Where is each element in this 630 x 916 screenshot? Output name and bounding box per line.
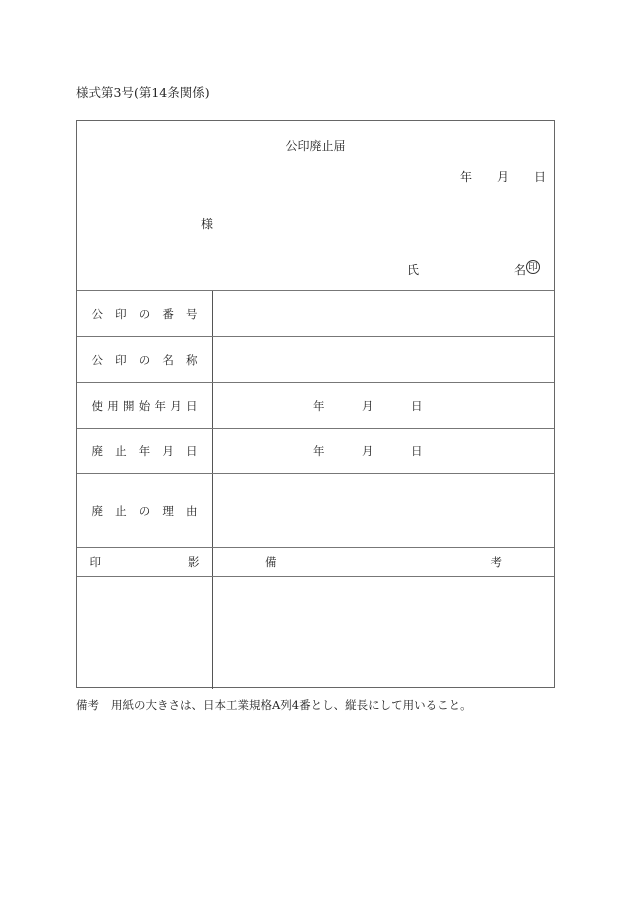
abolition-reason-field[interactable] bbox=[213, 474, 554, 547]
name-label-surname: 氏 bbox=[407, 263, 420, 277]
row-abolition-reason bbox=[77, 474, 554, 548]
footnote-label: 備考 bbox=[76, 698, 99, 712]
day-label: 日 bbox=[533, 170, 546, 184]
abolition-date-field[interactable] bbox=[213, 429, 554, 473]
row-seal-number bbox=[77, 291, 554, 337]
month-label: 月 bbox=[496, 170, 509, 184]
year-label: 年 bbox=[313, 444, 325, 458]
label-abolition-date: 廃 止 年 月 日 bbox=[77, 429, 213, 473]
month-label: 月 bbox=[362, 444, 374, 458]
label-remarks: 備 考 bbox=[265, 555, 502, 569]
form-rows bbox=[77, 291, 554, 689]
name-label-given: 名 bbox=[514, 263, 527, 277]
remarks-field[interactable] bbox=[213, 577, 554, 689]
label-seal-name: 公 印 の 名 称 bbox=[77, 337, 213, 382]
form-number-caption: 様式第3号(第14条関係) bbox=[76, 85, 210, 100]
label-abolition-reason: 廃 止 の 理 由 bbox=[77, 474, 213, 547]
row-abolition-date bbox=[77, 429, 554, 474]
document-title: 公印廃止届 bbox=[285, 139, 346, 153]
seal-name-field[interactable] bbox=[213, 337, 554, 382]
row-section-headers bbox=[77, 548, 554, 577]
label-seal-number: 公 印 の 番 号 bbox=[77, 291, 213, 336]
label-seal-impression: 印 影 bbox=[77, 548, 213, 576]
row-impression-remarks bbox=[77, 577, 554, 689]
form-header bbox=[77, 121, 554, 291]
year-label: 年 bbox=[313, 398, 325, 413]
month-label: 月 bbox=[362, 398, 374, 413]
day-label: 日 bbox=[411, 398, 423, 413]
footnote-text: 用紙の大きさは、日本工業規格A列4番とし、縦長にして用いること。 bbox=[111, 698, 472, 712]
seal-impression-field[interactable] bbox=[77, 577, 213, 689]
use-start-date-field[interactable] bbox=[213, 383, 554, 428]
row-seal-name bbox=[77, 337, 554, 383]
row-use-start-date bbox=[77, 383, 554, 429]
seal-abolition-form bbox=[76, 120, 555, 688]
footnote bbox=[76, 697, 472, 713]
seal-number-field[interactable] bbox=[213, 291, 554, 336]
addressee-field[interactable]: 様 bbox=[201, 217, 214, 231]
seal-stamp-icon: 印 bbox=[526, 260, 540, 274]
label-use-start-date: 使 用 開 始 年 月 日 bbox=[77, 383, 213, 428]
submission-date[interactable] bbox=[435, 168, 546, 185]
day-label: 日 bbox=[411, 444, 423, 458]
year-label: 年 bbox=[459, 170, 472, 184]
